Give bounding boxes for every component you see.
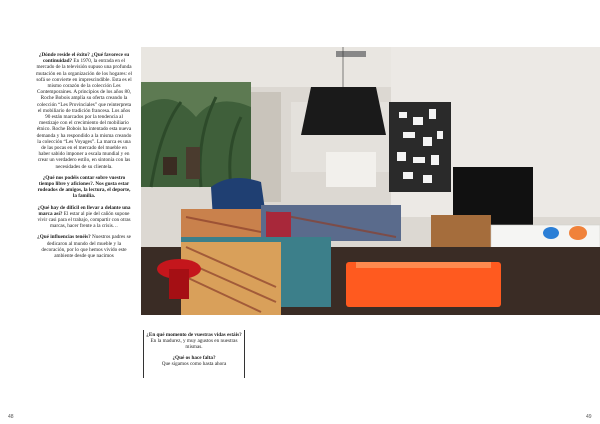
question-2: ¿Qué nos podéis contar sobre vuestro tiempo libre y aficiones?. Nos gusta estar rodeados de amigos, la lectura, el deporte, la familia. xyxy=(37,174,131,200)
living-room-illustration xyxy=(141,47,600,315)
interview-text-column xyxy=(36,52,132,264)
page-number-right: 49 xyxy=(586,414,592,420)
page-number-left: 48 xyxy=(8,414,14,420)
caption-item-2 xyxy=(144,355,244,367)
answer-1: En 1970, la entrada en el mercado de la televisión supuso una profunda mutación en la organización de los hogares: el sofá se convierte en imprescindible. Esta es el mismo corazón de la colección Les Contemporaines. A principios de los años 80, Roche Bobois amplía su oferta creando la colección “Les Provinciales” que reinterpreta el mobiliario de tradición francesa. Los años 90 están marcados por la tendencia al mestizaje con el crecimiento del mobiliario étnico. Roche Bobois ha intentado esta nueva demanda y ha respondido a la misma creando la colección “Les Voyages”. La marca es una de las pocas en el mercado del mueble en haber sabido imponer a escala mundial y en crear un verdadero estilo, en sintonía con las necesidades de su clientela. xyxy=(36,58,132,170)
orange-coffee-table xyxy=(346,262,501,307)
question-4: ¿Qué influencias tenéis? xyxy=(37,234,91,241)
paragraph-3 xyxy=(36,205,132,230)
caption-answer-2: Que sigamos como hasta ahora xyxy=(161,360,227,367)
paragraph-4 xyxy=(36,234,132,259)
living-room-photo xyxy=(141,47,600,315)
answer-4: Nuestros padres se dedicaron al mundo del mueble y la decoración, por lo que hemos vivido este ambiente desde que nacimos xyxy=(41,234,131,260)
caption-question-2: ¿Qué os hace falta? xyxy=(172,354,216,361)
caption-box xyxy=(143,330,245,378)
answer-3: El estar al pie del cañón supone vivir casi para el trabajo, compartir con otras marcas, hacer frente a la crisis… xyxy=(37,210,131,230)
question-1: ¿Dónde reside el éxito? ¿Qué favorece su continuidad? xyxy=(38,52,130,65)
paragraph-1 xyxy=(36,52,132,170)
question-3: ¿Qué hay de difícil en llevar a delante una marca así? xyxy=(37,204,131,217)
wall-shelf xyxy=(389,102,451,192)
pendant-lamp xyxy=(301,87,386,135)
caption-question-1: ¿En qué momento de vuestras vidas estáis? xyxy=(146,332,242,338)
caption-answer-1: En la madurez, y muy agustos en nuestras mismas. xyxy=(150,338,238,351)
paragraph-2 xyxy=(36,175,132,200)
caption-item-1 xyxy=(144,332,244,351)
